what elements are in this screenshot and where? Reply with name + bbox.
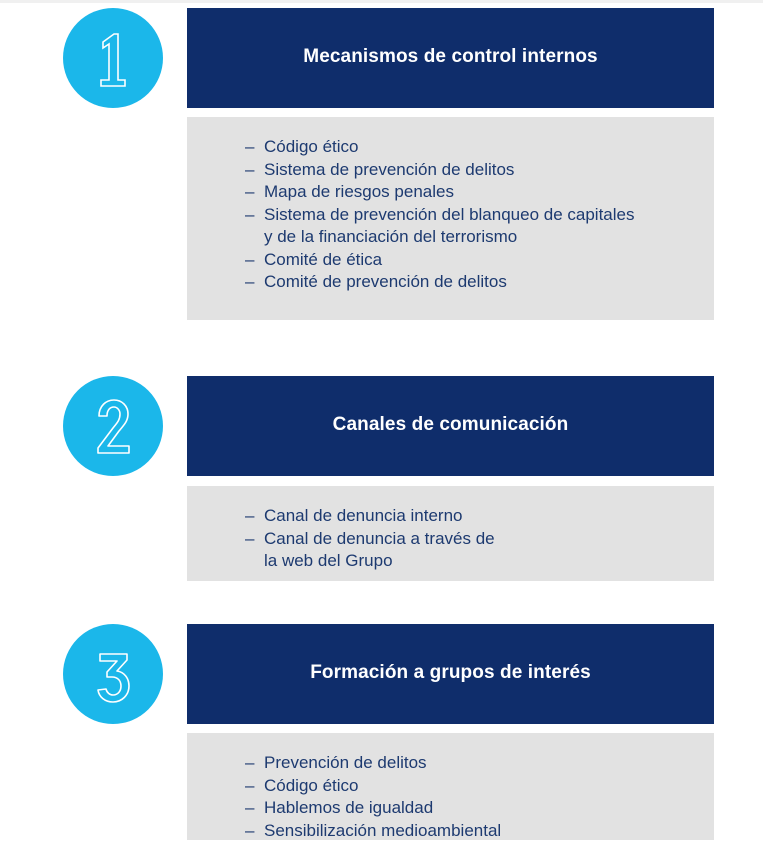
list-item: – Prevención de delitos (245, 752, 645, 775)
list-item: – Hablemos de igualdad (245, 797, 645, 820)
section-title-3: Formación a grupos de interés (310, 662, 591, 683)
list-item: – Canal de denuncia a través de la web del Grupo (245, 528, 505, 573)
number-badge-3 (63, 624, 163, 724)
list-item: – Comité de ética (245, 249, 645, 272)
list-item: – Canal de denuncia interno (245, 505, 505, 528)
section-title-1: Mecanismos de control internos (303, 46, 598, 67)
section-header-3 (187, 624, 714, 724)
list-item: – Mapa de riesgos penales (245, 181, 645, 204)
list-item: – Sensibilización medioambiental (245, 820, 645, 843)
list-item: – Código ético (245, 136, 645, 159)
list-item: – Comité de prevención de delitos (245, 271, 645, 294)
item-list-3 (245, 752, 645, 842)
section-list-box-3 (187, 733, 714, 840)
list-item: – Código ético (245, 775, 645, 798)
list-item: – Sistema de prevención del blanqueo de capitales y de la financiación del terrorismo (245, 204, 645, 249)
number-three-outline-icon (63, 624, 163, 724)
list-item: – Sistema de prevención de delitos (245, 159, 645, 182)
section-title-2: Canales de comunicación (332, 414, 569, 435)
